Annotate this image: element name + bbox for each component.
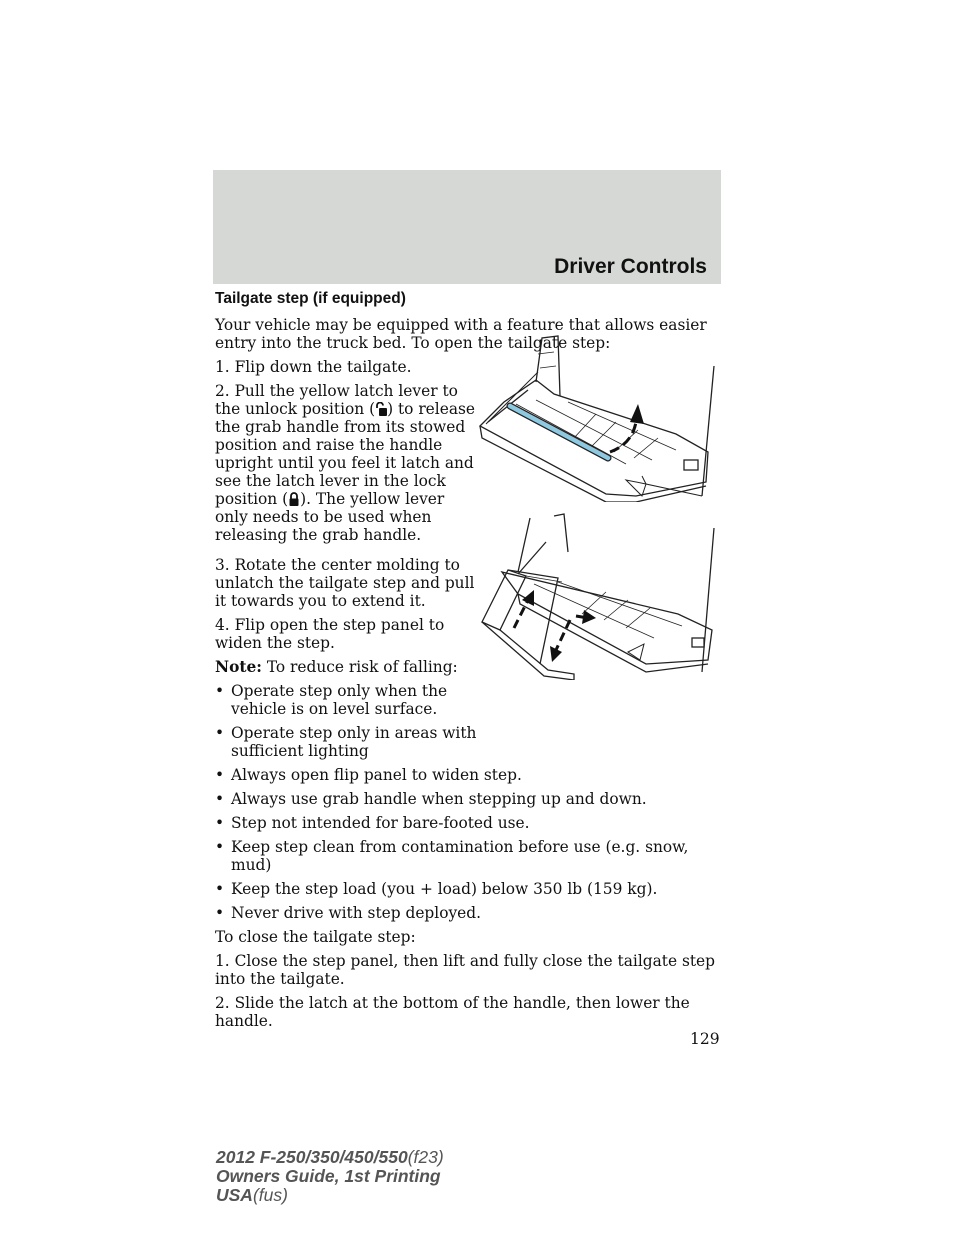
tailgate-step-illustration [478, 512, 721, 680]
footer-region: USA [216, 1185, 253, 1205]
footer-region-code: (fus) [252, 1185, 288, 1205]
footer [216, 1148, 444, 1205]
footer-line-1 [216, 1148, 444, 1167]
section-header-title: Driver Controls [554, 255, 707, 278]
list-item [215, 880, 721, 898]
bullet-dot: • [215, 880, 225, 898]
note [215, 658, 477, 676]
close-step-1: 1. Close the step panel, then lift and fully close the tailgate step into the tailgate. [215, 952, 715, 988]
step-2 [215, 382, 477, 544]
step-4: 4. Flip open the step panel to widen the step. [215, 616, 445, 652]
bullet-dot: • [215, 682, 225, 700]
section-heading: Tailgate step (if equipped) [215, 290, 406, 307]
list-item [215, 682, 477, 718]
step-2-text-b: ) to release the grab handle from its stowed position and raise the handle upright until you feel it latch and see the latch lever in the lock position ( [215, 400, 475, 508]
header-band [213, 170, 721, 284]
footer-line-2: Owners Guide, 1st Printing [216, 1166, 441, 1186]
list-item [215, 724, 477, 760]
bullet-text: Step not intended for bare-footed use. [231, 814, 530, 832]
footer-model-code: (f23) [407, 1147, 444, 1167]
bullet-text: Keep the step load (you + load) below 350 lb (159 kg). [231, 880, 658, 898]
list-item [215, 766, 721, 784]
note-text: To reduce risk of falling: [266, 658, 458, 676]
footer-model: 2012 F-250/350/450/550 [216, 1147, 408, 1167]
bullet-text: Always use grab handle when stepping up and down. [231, 790, 647, 808]
step-2-text-c: ). The yellow lever only needs to be used when releasing the grab handle. [215, 490, 445, 544]
list-item [215, 790, 721, 808]
bullet-text: Operate step only when the vehicle is on level surface. [231, 682, 448, 718]
tailgate-handle-illustration [476, 334, 721, 502]
close-intro: To close the tailgate step: [215, 928, 416, 946]
footer-line-3 [216, 1186, 444, 1205]
step-1: 1. Flip down the tailgate. [215, 358, 412, 376]
bullet-dot: • [215, 724, 225, 742]
step-2-text-a: 2. Pull the yellow latch lever to the unlock position ( [215, 382, 458, 418]
note-label: Note: [215, 658, 262, 676]
unlock-icon [375, 402, 387, 416]
close-step-2: 2. Slide the latch at the bottom of the handle, then lower the handle. [215, 994, 690, 1030]
bullet-text: Operate step only in areas with sufficient lighting [231, 724, 477, 760]
bullet-text: Never drive with step deployed. [231, 904, 482, 922]
bullet-text: Always open flip panel to widen step. [231, 766, 522, 784]
bullet-dot: • [215, 766, 225, 784]
lock-icon [288, 492, 300, 506]
list-item [215, 904, 721, 922]
step-3: 3. Rotate the center molding to unlatch the tailgate step and pull it towards you to extend it. [215, 556, 475, 610]
bullet-dot: • [215, 814, 225, 832]
bullet-dot: • [215, 790, 225, 808]
bullet-text: Keep step clean from contamination before use (e.g. snow, mud) [231, 838, 689, 874]
narrow-column [215, 358, 477, 760]
list-item [215, 838, 721, 874]
bullet-dot: • [215, 838, 225, 856]
bullet-dot: • [215, 904, 225, 922]
intro-paragraph: Your vehicle may be equipped with a feature that allows easier entry into the truck bed. To open the tailgate step: [215, 316, 707, 352]
list-item [215, 814, 721, 832]
page-number: 129 [690, 1030, 720, 1048]
